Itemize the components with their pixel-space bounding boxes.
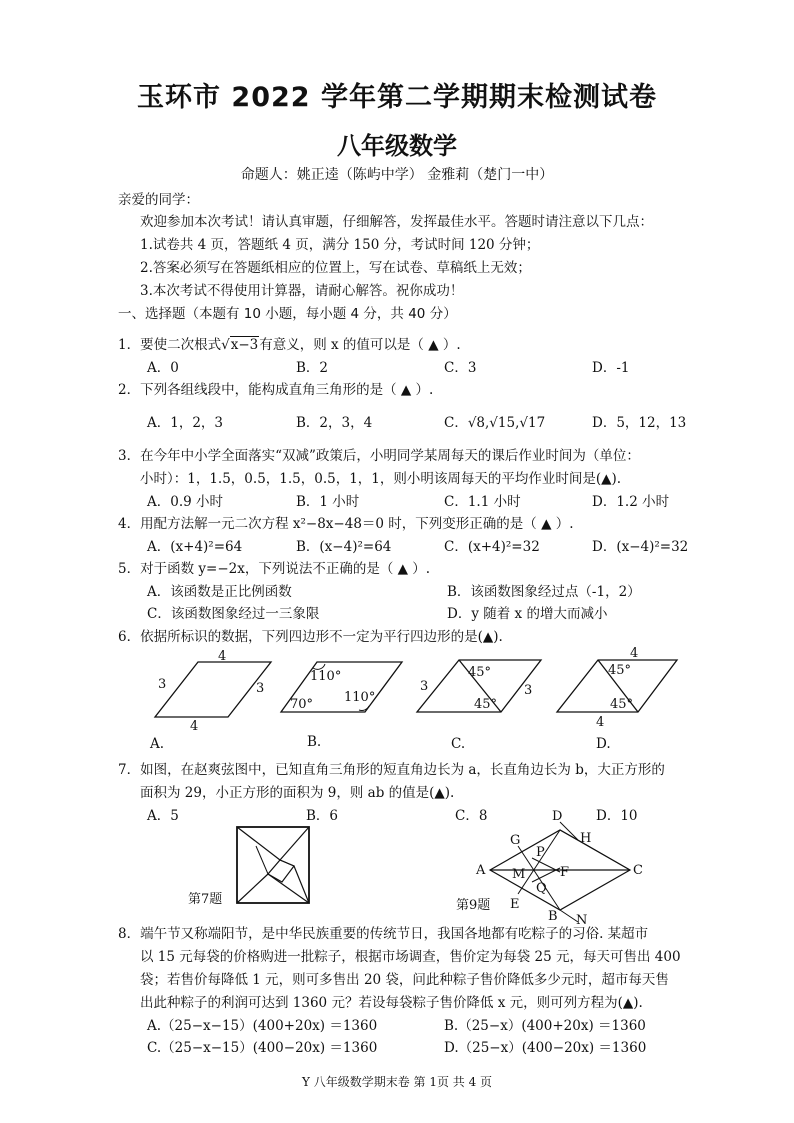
q2-option-b: B．2，3，4 bbox=[296, 415, 373, 431]
page-footer: Y 八年级数学期末卷 第 1页 共 4 页 bbox=[301, 1075, 493, 1089]
q1-option-c: C．3 bbox=[444, 360, 477, 376]
q7-option-c: C．8 bbox=[455, 808, 488, 824]
q6-figure-d bbox=[556, 648, 686, 732]
question-3-line1: 3．在今年中小学全面落实“双减”政策后，小明同学某周每天的课后作业时间为（单位： bbox=[118, 448, 640, 464]
q6-option-a: A. bbox=[150, 736, 165, 752]
q6-option-c: C. bbox=[451, 736, 466, 752]
fig9-point-f: F bbox=[560, 865, 570, 880]
q6-figure-b bbox=[280, 648, 410, 728]
exam-subtitle: 八年级数学 bbox=[337, 132, 457, 160]
q3-option-a: A．0.9 小时 bbox=[147, 494, 224, 510]
exam-authors: 命题人：姚正逵（陈屿中学） 金雅莉（楚门一中） bbox=[240, 167, 554, 183]
q6d-label-top: 4 bbox=[630, 646, 639, 661]
q1-radicand: x−3 bbox=[230, 337, 259, 353]
fig9-point-a: A bbox=[476, 863, 486, 878]
question-7-line1: 7．如图，在赵爽弦图中，已知直角三角形的短直角边长为 a，长直角边长为 b，大正方形的 bbox=[118, 762, 665, 778]
q8-option-b: B.（25−x）(400+20x) ＝1360 bbox=[444, 1018, 646, 1034]
q1-option-a: A．0 bbox=[147, 360, 179, 376]
q2-option-a: A．1，2，3 bbox=[147, 415, 224, 431]
fig9-point-e: E bbox=[510, 897, 520, 912]
question-5: 5．对于函数 y=−2x，下列说法不正确的是（ ▲ ）. bbox=[118, 561, 431, 577]
section-heading: 一、选择题（本题有 10 小题，每小题 4 分，共 40 分） bbox=[118, 306, 457, 322]
q3-option-c: C．1.1 小时 bbox=[444, 494, 521, 510]
q6d-angle-top: 45° bbox=[608, 663, 632, 678]
q6b-angle-right: 110° bbox=[344, 690, 376, 705]
note-3: 3.本次考试不得使用计算器，请耐心解答。祝你成功！ bbox=[140, 283, 464, 299]
question-4: 4．用配方法解一元二次方程 x²−8x−48＝0 时，下列变形正确的是（ ▲ ）. bbox=[118, 516, 574, 532]
figure-7-caption: 第7题 bbox=[188, 892, 223, 907]
fig9-point-n: N bbox=[576, 913, 588, 928]
q8-option-a: A.（25−x−15）(400+20x) ＝1360 bbox=[147, 1018, 378, 1034]
q4-option-b: B．(x−4)²=64 bbox=[296, 539, 392, 555]
fig9-point-d: D bbox=[552, 809, 563, 824]
fig9-point-c: C bbox=[633, 863, 643, 878]
q6c-angle-bottom: 45° bbox=[474, 697, 498, 712]
q6d-label-bottom: 4 bbox=[596, 715, 605, 730]
q6-figure-a bbox=[150, 648, 280, 734]
q1-option-d: D．-1 bbox=[592, 360, 630, 376]
q3-option-b: B．1 小时 bbox=[296, 494, 360, 510]
q6b-angle-left: 70° bbox=[290, 697, 314, 712]
q6-figure-c bbox=[416, 648, 546, 728]
question-7-line2: 面积为 29，小正方形的面积为 9，则 ab 的值是(▲). bbox=[140, 785, 455, 801]
note-2: 2.答案必须写在答题纸相应的位置上，写在试卷、草稿纸上无效； bbox=[140, 260, 531, 276]
q6a-label-bottom: 4 bbox=[190, 719, 199, 734]
fig9-point-b: B bbox=[548, 909, 558, 924]
greeting: 亲爱的同学： bbox=[118, 192, 199, 208]
fig9-point-q: Q bbox=[536, 881, 547, 896]
exam-title: 玉环市 2022 学年第二学期期末检测试卷 bbox=[137, 82, 657, 113]
fig9-point-h: H bbox=[580, 831, 592, 846]
welcome-text: 欢迎参加本次考试！请认真审题，仔细解答，发挥最佳水平。答题时请注意以下几点： bbox=[140, 214, 653, 230]
q5-option-d: D．y 随着 x 的增大而减小 bbox=[447, 606, 608, 622]
zhao-shuang-diagram bbox=[236, 826, 310, 904]
q6-option-d: D. bbox=[596, 736, 611, 752]
fig9-point-g: G bbox=[510, 833, 521, 848]
fig9-point-p: P bbox=[536, 845, 545, 860]
q6c-label-left: 3 bbox=[420, 679, 429, 694]
q8-option-d: D.（25−x）(400−20x) ＝1360 bbox=[444, 1040, 647, 1056]
question-3-line2: 小时）：1，1.5，0.5，1.5，0.5，1，1，则小明该周每天的平均作业时间是(▲). bbox=[140, 471, 622, 487]
q6c-angle-top: 45° bbox=[468, 665, 492, 680]
q4-option-d: D．(x−4)²=32 bbox=[592, 539, 689, 555]
question-1: 1．要使二次根式√x−3有意义，则 x 的值可以是（ ▲ ）. bbox=[118, 337, 461, 353]
q6a-label-right: 3 bbox=[256, 681, 265, 696]
q7-option-a: A．5 bbox=[147, 808, 179, 824]
q5-option-c: C．该函数图象经过一三象限 bbox=[147, 606, 320, 622]
question-8-line3: 袋；若售价每降低 1 元，则可多售出 20 袋，问此种粽子售价降低多少元时，超市每天售 bbox=[140, 972, 669, 988]
q6b-angle-top: 110° bbox=[310, 669, 342, 684]
note-1: 1.试卷共 4 页，答题纸 4 页，满分 150 分，考试时间 120 分钟； bbox=[140, 237, 540, 253]
q7-option-d: D．10 bbox=[596, 808, 638, 824]
q1-option-b: B．2 bbox=[296, 360, 329, 376]
q7-option-b: B．6 bbox=[306, 808, 339, 824]
q6a-label-left: 3 bbox=[158, 677, 167, 692]
question-6: 6．依据所标识的数据，下列四边形不一定为平行四边形的是(▲). bbox=[118, 629, 503, 645]
q8-option-c: C.（25−x−15）(400−20x) ＝1360 bbox=[147, 1040, 378, 1056]
question-2: 2．下列各组线段中，能构成直角三角形的是（ ▲ ）. bbox=[118, 382, 434, 398]
q5-option-b: B．该函数图象经过点（-1，2） bbox=[447, 584, 641, 600]
q1-post: 有意义，则 x 的值可以是（ ▲ ）. bbox=[259, 337, 461, 353]
q3-option-d: D．1.2 小时 bbox=[592, 494, 670, 510]
fig9-point-m: M bbox=[512, 867, 526, 882]
q1-pre: 1．要使二次根式 bbox=[118, 337, 222, 353]
figure-9-caption: 第9题 bbox=[456, 898, 491, 913]
question-8-line4: 出此种粽子的利润可达到 1360 元？若设每袋粽子售价降低 x 元，则可列方程为(▲). bbox=[140, 995, 643, 1011]
question-8-line2: 以 15 元每袋的价格购进一批粽子，根据市场调查，售价定为每袋 25 元，每天可售出 400 bbox=[140, 949, 681, 965]
q5-option-a: A．该函数是正比例函数 bbox=[147, 584, 292, 600]
q4-option-a: A．(x+4)²=64 bbox=[147, 539, 243, 555]
question-8-line1: 8．端午节又称端阳节，是中华民族重要的传统节日，我国各地都有吃粽子的习俗. 某超市 bbox=[118, 926, 649, 942]
q2-option-d: D．5，12，13 bbox=[592, 415, 687, 431]
q6d-angle-bottom: 45° bbox=[610, 697, 634, 712]
q2-option-c: C．√8,√15,√17 bbox=[444, 415, 546, 431]
q6-option-b: B. bbox=[307, 734, 322, 750]
q6a-label-top: 4 bbox=[218, 649, 227, 664]
q4-option-c: C．(x+4)²=32 bbox=[444, 539, 540, 555]
q6c-label-right: 3 bbox=[524, 683, 533, 698]
